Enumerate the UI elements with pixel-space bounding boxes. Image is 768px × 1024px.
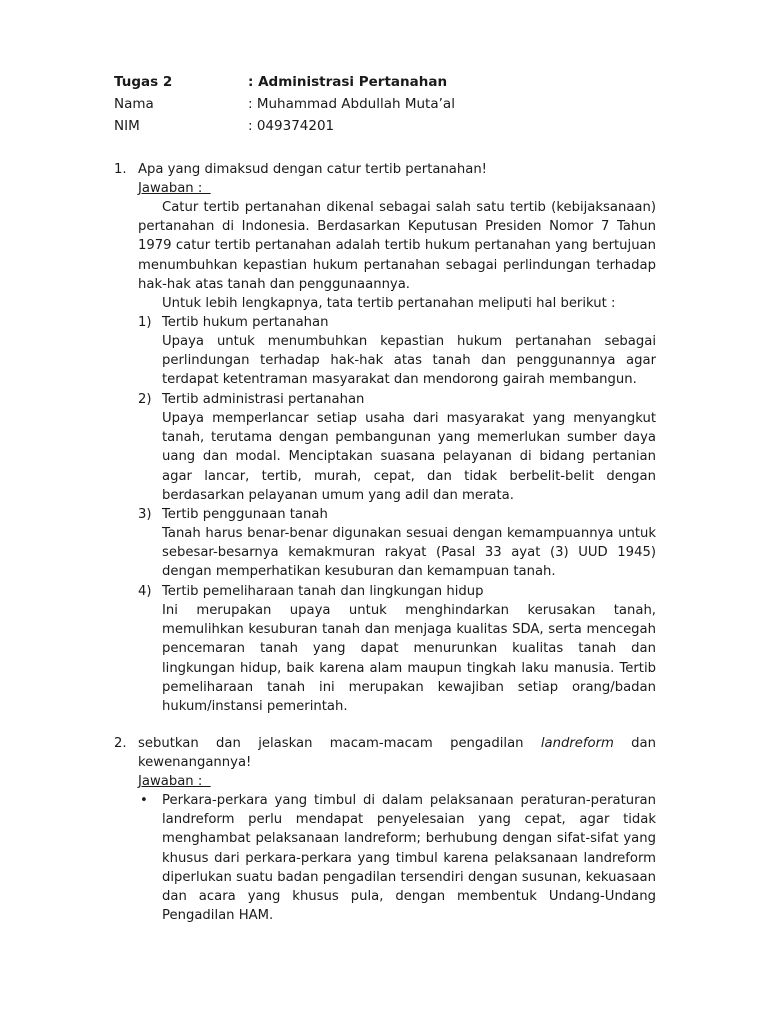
question-1-intro-paragraph: Catur tertib pertanahan dikenal sebagai salah satu tertib (kebijaksanaan) pertanahan di Indonesia. Berdasarkan Keputusan Presiden Nomor 7 Tahun 1979 catur tertib pertanahan adalah tertib hukum pertanahan yang bertujuan menumbuhkan kepastian hukum pertanahan sebagai perlindungan terhadap hak-hak atas tanah dan penggunaannya. [138, 200, 656, 292]
question-1-intro-list-lead: Untuk lebih lengkapnya, tata tertib pertanahan meliputi hal berikut : [162, 296, 616, 311]
name-label: Nama [114, 96, 154, 112]
item-1-body: Upaya untuk menumbuhkan kepastian hukum pertanahan sebagai perlindungan terhadap hak-hak atas tanah dan penggunannya agar terdapat ketentraman masyarakat dan mendorong gairah membangun. [162, 334, 656, 388]
item-4-title: Tertib pemeliharaan tanah dan lingkungan hidup [162, 584, 484, 599]
question-1-number: 1. [114, 162, 127, 177]
item-4-body: Ini merupakan upaya untuk menghindarkan kerusakan tanah, memulihkan kesuburan tanah dan menjaga kualitas SDA, serta mencegah pencemaran tanah yang dapat menurunkan kualitas tanah dan lingkungan hidup, baik karena alam maupun tingkah laku manusia. Tertib pemeliharaan tanah ini merupakan kewajiban setiap orang/badan hukum/instansi pemerintah. [162, 603, 656, 715]
nim-row [114, 116, 534, 136]
answer-label-text: Jawaban : [138, 774, 211, 789]
item-2-body: Upaya memperlancar setiap usaha dari masyarakat yang menyangkut tanah, terutama dengan pembangunan yang memerlukan sumber daya uang dan modal. Menciptakan suasana pelayanan di bidang pertanian agar lancar, tertib, murah, cepat, dan tidak berbelit-belit dengan berdasarkan pelayanan umum yang adil dan merata. [162, 411, 656, 503]
assignment-label: Tugas 2 [114, 74, 173, 90]
item-4-number: 4) [138, 584, 152, 599]
question-2-text-end: dan kewenangannya! [138, 736, 656, 771]
question-2-answer-label [138, 772, 338, 791]
item-3-title: Tertib penggunaan tanah [162, 507, 328, 522]
item-2-number: 2) [138, 392, 152, 407]
item-1-title: Tertib hukum pertanahan [162, 315, 329, 330]
question-2-text-italic: landreform [540, 736, 614, 751]
assignment-value: : Administrasi Pertanahan [248, 74, 448, 90]
bullet-icon: • [140, 793, 148, 808]
nim-value: : 049374201 [248, 118, 335, 134]
assignment-row [114, 72, 534, 92]
question-2-bullet-body: Perkara-perkara yang timbul di dalam pelaksanaan peraturan-peraturan landreform perlu mendapat penyelesaian yang cepat, agar tidak menghambat pelaksanaan landreform; berhubung dengan sifat-sifat yang khusus dari perkara-perkara yang timbul karena pelaksanaan landreform diperlukan suatu badan pengadilan tersendiri dengan susunan, kekuasaan dan acara yang khusus pula, dengan membentuk Undang-Undang Pengadilan HAM. [162, 793, 656, 924]
question-2-text-start: sebutkan dan jelaskan macam-macam pengadilan [138, 736, 541, 751]
item-3-body: Tanah harus benar-benar digunakan sesuai dengan kemampuannya untuk sebesar-besarnya kemakmuran rakyat (Pasal 33 ayat (3) UUD 1945) dengan memperhatikan kesuburan dan kemampuan tanah. [162, 526, 656, 580]
name-row [114, 94, 534, 114]
nim-label: NIM [114, 118, 140, 134]
question-1-text: Apa yang dimaksud dengan catur tertib pertanahan! [138, 162, 487, 177]
answer-label-text: Jawaban : [138, 181, 211, 196]
item-2-title: Tertib administrasi pertanahan [162, 392, 365, 407]
question-2-text [138, 734, 656, 772]
item-1-number: 1) [138, 315, 152, 330]
name-value: : Muhammad Abdullah Muta’al [248, 96, 455, 112]
question-1-answer-label [138, 179, 338, 198]
question-2-number: 2. [114, 736, 127, 751]
item-3-number: 3) [138, 507, 152, 522]
